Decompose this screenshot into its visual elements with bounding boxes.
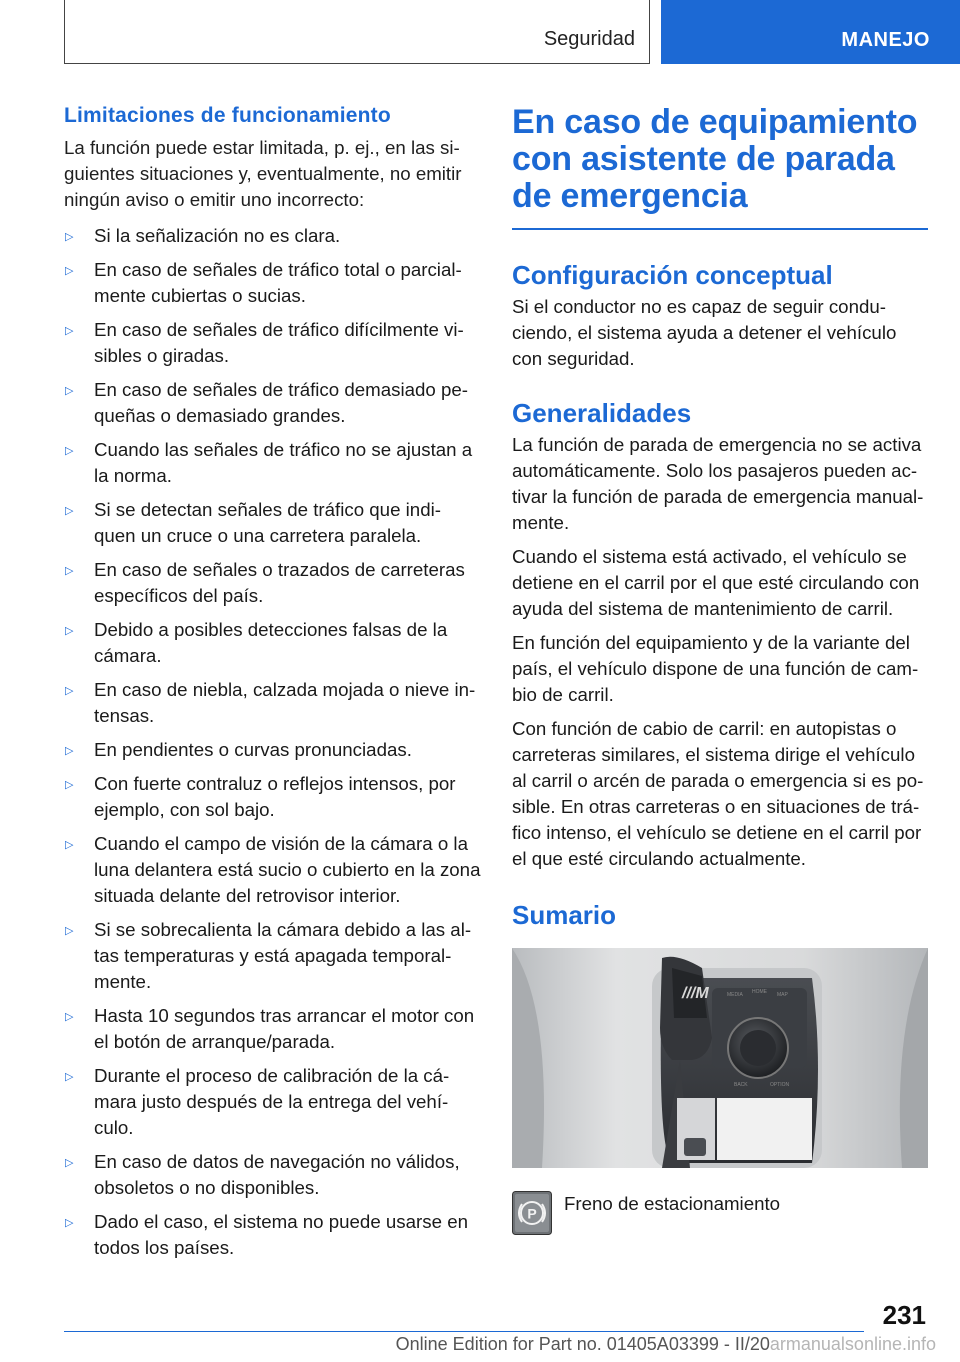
- bullet-triangle-icon: ▷: [65, 925, 74, 937]
- limitation-text: En pendientes o curvas pronunciadas.: [94, 739, 412, 760]
- parking-brake-icon: [512, 1191, 552, 1235]
- footer-rule: [64, 1331, 864, 1332]
- right-column: [512, 104, 928, 1235]
- legend-label: Freno de estacionamiento: [564, 1193, 781, 1214]
- general-para: La función de parada de emergencia no se activa automáticamente. Solo los pasajeros pueden ac-tivar la función de parada de emergencia manual-mente.: [512, 434, 924, 533]
- page-header: [64, 0, 960, 66]
- limitation-item: [64, 317, 482, 369]
- svg-text:///M: ///M: [682, 985, 709, 1002]
- limitation-text: En caso de señales de tráfico demasiado pe-queñas o demasiado grandes.: [94, 379, 468, 426]
- left-column: [64, 100, 482, 1269]
- limitation-text: En caso de niebla, calzada mojada o nieve in-tensas.: [94, 679, 476, 726]
- svg-text:HOME: HOME: [752, 989, 767, 995]
- section-tab: [64, 0, 650, 64]
- limitation-text: En caso de señales o trazados de carreteras específicos del país.: [94, 559, 465, 606]
- limitation-item: [64, 437, 482, 489]
- limitation-text: Debido a posibles detecciones falsas de la cámara.: [94, 619, 448, 666]
- svg-text:MAP: MAP: [777, 992, 788, 998]
- bullet-triangle-icon: ▷: [65, 625, 74, 637]
- bullet-triangle-icon: ▷: [65, 445, 74, 457]
- limitation-item: [64, 497, 482, 549]
- limitations-heading: Limitaciones de funcionamiento: [64, 104, 391, 127]
- bullet-triangle-icon: ▷: [65, 685, 74, 697]
- limitation-text: Dado el caso, el sistema no puede usarse en todos los países.: [94, 1211, 468, 1258]
- limitation-item: [64, 377, 482, 429]
- bullet-triangle-icon: ▷: [65, 779, 74, 791]
- bullet-triangle-icon: ▷: [65, 1011, 74, 1023]
- limitation-text: Durante el proceso de calibración de la cá-mara justo después de la entrega del vehí-culo.: [94, 1065, 450, 1138]
- general-para: Con función de cabio de carril: en autopistas o carreteras similares, el sistema dirige el vehículo al carril o arcén de parada o emergencia si es po-sible. En otras carreteras o en situaciones de trá-fico intenso, el vehículo se detiene en el carril por el que esté circulando actualmente.: [512, 718, 924, 869]
- center-console-photo: [512, 948, 928, 1168]
- limitation-item: [64, 257, 482, 309]
- general-para: Cuando el sistema está activado, el vehículo se detiene en el carril por el que esté circulando con ayuda del sistema de mantenimiento de carril.: [512, 546, 920, 619]
- bullet-triangle-icon: ▷: [65, 745, 74, 757]
- chapter-label: MANEJO: [841, 29, 930, 51]
- limitation-text: En caso de señales de tráfico total o parcial-mente cubiertas o sucias.: [94, 259, 462, 306]
- limitation-item: [64, 1003, 482, 1055]
- limitation-item: [64, 677, 482, 729]
- limitation-item: [64, 771, 482, 823]
- svg-text:BACK: BACK: [734, 1082, 748, 1088]
- limitation-item: [64, 223, 482, 249]
- title-divider: [512, 228, 928, 230]
- summary-heading: Sumario: [512, 900, 617, 930]
- limitation-text: Cuando el campo de visión de la cámara o la luna delantera está sucio o cubierto en la zona situada delante del retrovisor interior.: [94, 833, 481, 906]
- concept-text: Si el conductor no es capaz de seguir condu-ciendo, el sistema ayuda a detener el vehículo con seguridad.: [512, 296, 897, 369]
- limitations-intro: La función puede estar limitada, p. ej., en las si-guientes situaciones y, eventualmente, no emitir ningún aviso o emitir uno incorrecto:: [64, 137, 462, 210]
- limitation-item: [64, 1063, 482, 1141]
- bullet-triangle-icon: ▷: [65, 1157, 74, 1169]
- watermark: armanualsonline.info: [769, 1334, 936, 1354]
- limitation-text: En caso de señales de tráfico difícilmente vi-sibles o giradas.: [94, 319, 464, 366]
- legend-row: [512, 1191, 928, 1235]
- general-heading: Generalidades: [512, 398, 692, 428]
- footer: [0, 1334, 960, 1355]
- bullet-triangle-icon: ▷: [65, 231, 74, 243]
- limitation-item: [64, 737, 482, 763]
- limitation-item: [64, 557, 482, 609]
- chapter-title: En caso de equipamiento con asistente de parada de emergencia: [512, 103, 918, 215]
- limitation-text: Si se detectan señales de tráfico que indi-quen un cruce o una carretera paralela.: [94, 499, 441, 546]
- limitation-text: Con fuerte contraluz o reflejos intensos, por ejemplo, con sol bajo.: [94, 773, 456, 820]
- svg-text:MEDIA: MEDIA: [727, 992, 743, 998]
- bullet-triangle-icon: ▷: [65, 565, 74, 577]
- limitation-item: [64, 917, 482, 995]
- chapter-tab: [661, 0, 960, 64]
- general-para: En función del equipamiento y de la variante del país, el vehículo dispone de una función de cam-bio de carril.: [512, 632, 919, 705]
- concept-heading: Configuración conceptual: [512, 260, 833, 290]
- limitation-text: Si se sobrecalienta la cámara debido a las al-tas temperaturas y está apagada temporal-mente.: [94, 919, 472, 992]
- svg-text:OPTION: OPTION: [770, 1082, 790, 1088]
- limitation-text: Hasta 10 segundos tras arrancar el motor con el botón de arranque/parada.: [94, 1005, 475, 1052]
- svg-text:P: P: [527, 1205, 537, 1222]
- limitation-item: [64, 831, 482, 909]
- bullet-triangle-icon: ▷: [65, 265, 74, 277]
- bullet-triangle-icon: ▷: [65, 839, 74, 851]
- limitation-text: Si la señalización no es clara.: [94, 225, 341, 246]
- bullet-triangle-icon: ▷: [65, 325, 74, 337]
- limitation-item: [64, 1209, 482, 1261]
- bullet-triangle-icon: ▷: [65, 505, 74, 517]
- bullet-triangle-icon: ▷: [65, 1071, 74, 1083]
- bullet-triangle-icon: ▷: [65, 385, 74, 397]
- edition-text: Online Edition for Part no. 01405A03399 - II/20: [395, 1334, 770, 1354]
- limitation-text: Cuando las señales de tráfico no se ajustan a la norma.: [94, 439, 473, 486]
- limitations-list: [64, 223, 482, 1261]
- section-label: Seguridad: [543, 28, 635, 50]
- limitation-text: En caso de datos de navegación no válidos, obsoletos o no disponibles.: [94, 1151, 460, 1198]
- limitation-item: [64, 1149, 482, 1201]
- page-number: 231: [882, 1300, 926, 1330]
- bullet-triangle-icon: ▷: [65, 1217, 74, 1229]
- limitation-item: [64, 617, 482, 669]
